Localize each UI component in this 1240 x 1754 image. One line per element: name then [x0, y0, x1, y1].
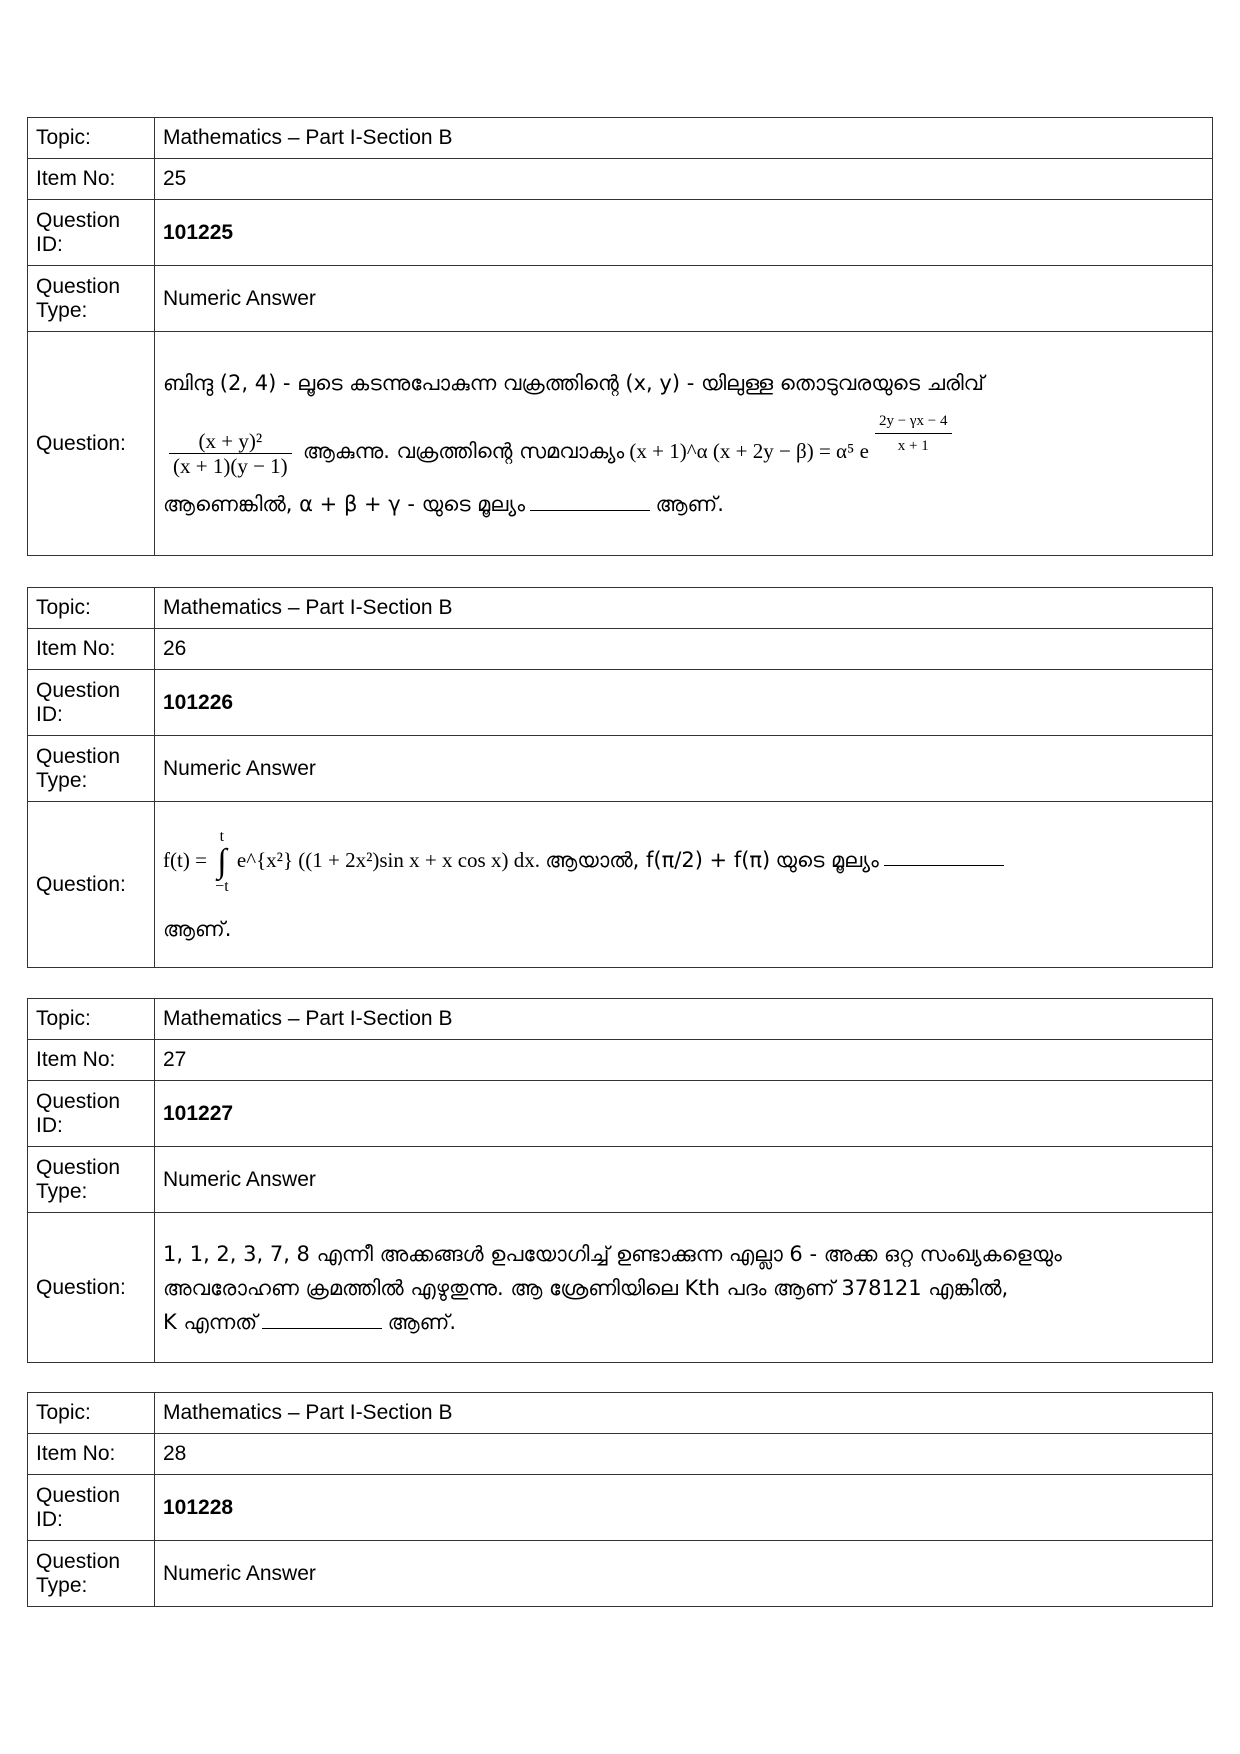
question-id-label: Question ID: [28, 1475, 155, 1541]
topic-value: Mathematics – Part I-Section B [155, 999, 1213, 1040]
slope-fraction [169, 429, 292, 478]
question-id-label: Question ID: [28, 1081, 155, 1147]
question-id-label: Question ID: [28, 200, 155, 266]
item-no-value: 27 [155, 1040, 1213, 1081]
upper-limit: t [219, 827, 225, 845]
answer-blank [262, 1310, 382, 1329]
question-type-label: Question Type: [28, 736, 155, 802]
topic-label: Topic: [28, 999, 155, 1040]
question-block-27 [27, 998, 1213, 1363]
question-line-3a: ആണെങ്കിൽ, α + β + γ - യുടെ മൂല്യം [163, 491, 525, 516]
exponent-denominator: x + 1 [897, 438, 929, 455]
topic-value: Mathematics – Part I-Section B [155, 118, 1213, 159]
question-type-value: Numeric Answer [155, 736, 1213, 802]
answer-blank [530, 492, 650, 511]
question-line-3a: K എന്നത് [163, 1309, 258, 1334]
topic-value: Mathematics – Part I-Section B [155, 588, 1213, 629]
question-id-value: 101228 [155, 1475, 1213, 1541]
question-line-2-text: ആകുന്നു. വക്രത്തിന്റെ സമവാക്യം [302, 439, 625, 464]
question-text [155, 802, 1213, 968]
integrand: e^{x²} ((1 + 2x²)sin x + x cos x) dx. [236, 847, 540, 872]
item-no-value: 26 [155, 629, 1213, 670]
exponent-numerator: 2y − γx − 4 [875, 409, 952, 434]
question-type-label: Question Type: [28, 1147, 155, 1213]
topic-label: Topic: [28, 588, 155, 629]
question-id-value: 101225 [155, 200, 1213, 266]
item-no-label: Item No: [28, 1434, 155, 1475]
question-type-label: Question Type: [28, 266, 155, 332]
topic-value: Mathematics – Part I-Section B [155, 1393, 1213, 1434]
topic-label: Topic: [28, 118, 155, 159]
question-block-25 [27, 117, 1213, 556]
item-no-value: 28 [155, 1434, 1213, 1475]
question-line-2: ആണ്. [163, 916, 232, 941]
question-type-value: Numeric Answer [155, 1147, 1213, 1213]
topic-label: Topic: [28, 1393, 155, 1434]
question-id-value: 101227 [155, 1081, 1213, 1147]
item-no-value: 25 [155, 159, 1213, 200]
question-line-1: 1, 1, 2, 3, 7, 8 എന്നീ അക്കങ്ങൾ ഉപയോഗിച്ച് ഉണ്ടാക്കുന്ന എല്ലാ 6 - അക്ക ഒറ്റ സംഖ്യകളെയും [163, 1241, 1062, 1266]
item-no-label: Item No: [28, 159, 155, 200]
question-type-value: Numeric Answer [155, 266, 1213, 332]
answer-blank [884, 847, 1004, 866]
question-label: Question: [28, 1213, 155, 1363]
item-no-label: Item No: [28, 1040, 155, 1081]
question-mid: ആയാൽ, f(π/2) + f(π) [545, 847, 771, 872]
slope-denominator: (x + 1)(y − 1) [173, 453, 288, 478]
curve-equation: (x + 1)^α (x + 2y − β) = α⁵ e [629, 439, 869, 464]
question-line-3b: ആണ്. [387, 1309, 456, 1334]
exponent-fraction [875, 409, 952, 458]
function-lhs: f(t) = [163, 847, 207, 872]
item-no-label: Item No: [28, 629, 155, 670]
question-block-26 [27, 587, 1213, 968]
question-type-value: Numeric Answer [155, 1541, 1213, 1607]
question-line-3b: ആണ്. [655, 491, 724, 516]
question-line-2: അവരോഹണ ക്രമത്തിൽ എഴുതുന്നു. ആ ശ്രേണിയിലെ Kth പദം ആണ് 378121 എങ്കിൽ, [163, 1275, 1009, 1300]
slope-numerator: (x + y)² [169, 429, 292, 454]
question-id-label: Question ID: [28, 670, 155, 736]
question-text [155, 332, 1213, 556]
integral-icon: t ∫ −t [215, 827, 229, 895]
question-type-label: Question Type: [28, 1541, 155, 1607]
question-label: Question: [28, 332, 155, 556]
lower-limit: −t [215, 877, 229, 895]
question-id-value: 101226 [155, 670, 1213, 736]
question-label: Question: [28, 802, 155, 968]
question-block-28 [27, 1392, 1213, 1607]
question-line-1: ബിന്ദു (2, 4) - ലൂടെ കടന്നുപോകുന്ന വക്രത്തിന്റെ (x, y) - യിലുള്ള തൊടുവരയുടെ ചരിവ് [163, 371, 984, 396]
question-text [155, 1213, 1213, 1363]
question-tail: യുടെ മൂല്യം [775, 847, 879, 872]
